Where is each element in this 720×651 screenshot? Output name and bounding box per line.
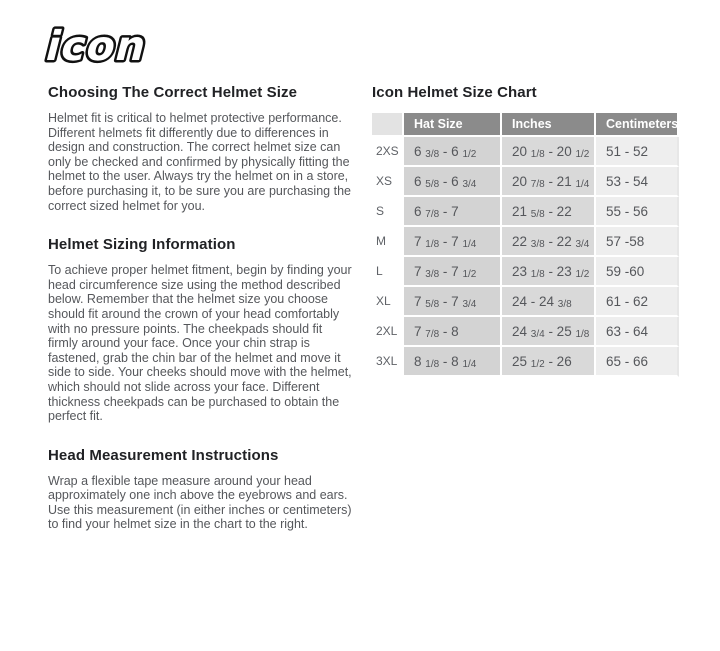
size-row-3xl — [372, 347, 679, 377]
inches-cell: 23 1/8 - 23 1/2 — [502, 257, 596, 287]
inches-cell: 21 5/8 - 22 — [502, 197, 596, 227]
helmet-size-table — [372, 113, 679, 377]
centimeters-cell: 51 - 52 — [596, 137, 679, 167]
instructions-column — [48, 84, 354, 555]
centimeters-cell: 63 - 64 — [596, 317, 679, 347]
section-sizing-information — [48, 236, 354, 424]
hat-size-cell: 7 5/8 - 7 3/4 — [404, 287, 502, 317]
section-body: Wrap a flexible tape measure around your head approximately one inch above the eyebrows and ears. Use this measurement (in either inches or centimeters) to find your helmet size in the chart to the right. — [48, 473, 352, 532]
centimeters-cell: 55 - 56 — [596, 197, 679, 227]
section-choosing-size — [48, 84, 354, 213]
section-body: Helmet fit is critical to helmet protective performance. Different helmets fit differently due to differences in design and construction. The correct helmet size can only be checked and confirmed by physically fitting the helmet to the user. Always try the helmet on in a store, before purchasing it, to be sure you are purchasing the correct sized helmet for you. — [48, 111, 351, 213]
size-label-cell: L — [372, 257, 404, 287]
column-header-centimeters: Centimeters — [596, 113, 679, 137]
section-heading: Choosing The Correct Helmet Size — [48, 84, 298, 101]
size-row-2xl — [372, 317, 679, 347]
inches-cell: 20 1/8 - 20 1/2 — [502, 137, 596, 167]
hat-size-cell: 7 7/8 - 8 — [404, 317, 502, 347]
column-header-inches: Inches — [502, 113, 596, 137]
section-heading: Head Measurement Instructions — [48, 446, 279, 464]
size-label-cell: XS — [372, 167, 404, 197]
size-row-l — [372, 257, 679, 287]
size-label-cell: 2XS — [372, 137, 404, 167]
inches-cell: 20 7/8 - 21 1/4 — [502, 167, 596, 197]
icon-brand-logo — [34, 18, 204, 72]
centimeters-cell: 53 - 54 — [596, 167, 679, 197]
section-body: To achieve proper helmet fitment, begin by finding your head circumference size using the method described below. Remember that the helmet size you choose should fit around the crown of your head comfortably with no pressure points. The cheekpads should fit firmly around your face. Once your chin strap is fastened, grab the chin bar of the helmet and move it side to side. Your cheeks should move with the helmet, which should not slide across your face. Different thickness cheekpads can be purchased to obtain the perfect fit. — [48, 263, 352, 424]
hat-size-cell: 6 5/8 - 6 3/4 — [404, 167, 502, 197]
size-row-xl — [372, 287, 679, 317]
inches-cell: 24 3/4 - 25 1/8 — [502, 317, 596, 347]
centimeters-cell: 57 -58 — [596, 227, 679, 257]
size-table-body — [372, 137, 679, 377]
section-head-measurement — [48, 447, 354, 532]
size-row-s — [372, 197, 679, 227]
size-label-cell: 2XL — [372, 317, 404, 347]
icon-logo-graphic — [34, 18, 204, 72]
centimeters-cell: 59 -60 — [596, 257, 679, 287]
size-row-2xs — [372, 137, 679, 167]
size-label-cell: XL — [372, 287, 404, 317]
hat-size-cell: 7 3/8 - 7 1/2 — [404, 257, 502, 287]
size-label-cell: S — [372, 197, 404, 227]
header-row — [372, 113, 679, 137]
size-row-xs — [372, 167, 679, 197]
size-table-header — [372, 113, 679, 137]
column-header-hat-size: Hat Size — [404, 113, 502, 137]
hat-size-cell: 7 1/8 - 7 1/4 — [404, 227, 502, 257]
size-chart-title: Icon Helmet Size Chart — [372, 84, 537, 101]
inches-cell: 25 1/2 - 26 — [502, 347, 596, 377]
corner-header-cell — [372, 113, 404, 137]
inches-cell: 22 3/8 - 22 3/4 — [502, 227, 596, 257]
hat-size-cell: 6 3/8 - 6 1/2 — [404, 137, 502, 167]
icon-logo-text: icon — [41, 21, 153, 70]
section-heading: Helmet Sizing Information — [48, 236, 236, 254]
centimeters-cell: 61 - 62 — [596, 287, 679, 317]
size-label-cell: M — [372, 227, 404, 257]
centimeters-cell: 65 - 66 — [596, 347, 679, 377]
hat-size-cell: 8 1/8 - 8 1/4 — [404, 347, 502, 377]
inches-cell: 24 - 24 3/8 — [502, 287, 596, 317]
size-chart-column — [372, 84, 680, 377]
size-label-cell: 3XL — [372, 347, 404, 377]
hat-size-cell: 6 7/8 - 7 — [404, 197, 502, 227]
size-row-m — [372, 227, 679, 257]
